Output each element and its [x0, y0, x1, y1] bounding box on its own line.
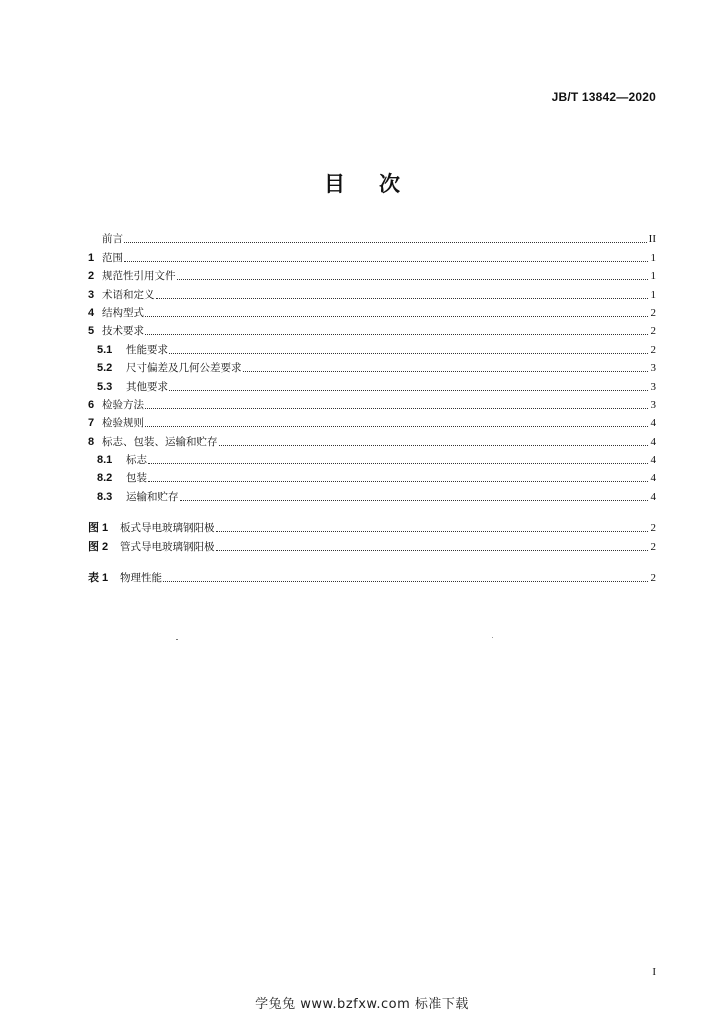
toc-table-1[interactable] — [88, 567, 656, 585]
toc-figure-number: 图 2 — [88, 540, 109, 553]
toc-leader-dots — [177, 278, 649, 280]
toc-entry-page: 2 — [650, 325, 656, 338]
toc-leader-dots — [148, 480, 648, 482]
toc-table-title: 物理性能 — [120, 572, 162, 585]
toc-leader-dots — [124, 241, 647, 243]
toc-section-gap — [88, 504, 656, 517]
toc-entry-inspection-rules[interactable] — [88, 412, 656, 430]
standard-code: JB/T 13842—2020 — [551, 90, 656, 104]
toc-entry-number: 1 — [88, 251, 95, 264]
footer-watermark: 学兔兔 www.bzfxw.com 标准下载 — [255, 997, 469, 1012]
toc-entry-performance[interactable] — [88, 338, 656, 356]
toc-entry-technical-requirements[interactable] — [88, 320, 656, 338]
toc-leader-dots — [145, 425, 648, 427]
toc-figure-title: 管式导电玻璃钢阳极 — [120, 540, 215, 553]
toc-entry-page: 4 — [650, 435, 656, 448]
toc-entry-packaging[interactable] — [88, 467, 656, 485]
toc-entry-page: 4 — [650, 490, 656, 503]
toc-figure-1[interactable] — [88, 517, 656, 535]
toc-entry-transport-storage[interactable] — [88, 485, 656, 503]
toc-entry-number: 3 — [88, 288, 95, 301]
toc-leader-dots — [163, 580, 648, 582]
toc-entry-title: 标志、包装、运输和贮存 — [102, 435, 218, 448]
toc-entry-title: 尺寸偏差及几何公差要求 — [126, 362, 242, 375]
toc-entry-page: 3 — [650, 398, 656, 411]
page-title: 目次 — [324, 172, 434, 196]
toc-entry-title: 检验规则 — [102, 417, 144, 430]
toc-leader-dots — [148, 462, 648, 464]
toc-entry-page: 4 — [650, 417, 656, 430]
toc-figure-number: 图 1 — [88, 522, 109, 535]
page-number: I — [652, 966, 656, 978]
toc-entry-title: 术语和定义 — [102, 288, 155, 301]
toc-entry-title: 运输和贮存 — [126, 490, 179, 503]
toc-entry-title: 检验方法 — [102, 398, 144, 411]
toc-leader-dots — [156, 297, 649, 299]
toc-entry-page: 4 — [650, 472, 656, 485]
toc-entry-title: 规范性引用文件 — [102, 270, 176, 283]
toc-figure-title: 板式导电玻璃钢阳极 — [120, 522, 215, 535]
toc-leader-dots — [145, 315, 648, 317]
toc-entry-structure[interactable] — [88, 302, 656, 320]
toc-leader-dots — [169, 389, 648, 391]
toc-leader-dots — [169, 352, 648, 354]
toc-leader-dots — [180, 499, 649, 501]
toc-entry-number: 6 — [88, 398, 95, 411]
toc-entry-page: II — [648, 233, 656, 246]
toc-entry-number: 8.1 — [97, 454, 113, 467]
toc-entry-title: 技术要求 — [102, 325, 144, 338]
toc-leader-dots — [124, 260, 648, 262]
toc-entry-title: 结构型式 — [102, 306, 144, 319]
toc-figure-2[interactable] — [88, 535, 656, 553]
toc-entry-page: 1 — [650, 251, 656, 264]
toc-entry-foreword[interactable] — [88, 228, 656, 246]
toc-leader-dots — [216, 549, 649, 551]
toc-entry-terms[interactable] — [88, 283, 656, 301]
toc-entry-page: 4 — [650, 454, 656, 467]
toc-entry-other-requirements[interactable] — [88, 375, 656, 393]
toc-entry-dimension-tolerance[interactable] — [88, 357, 656, 375]
toc-entry-test-methods[interactable] — [88, 394, 656, 412]
toc-leader-dots — [145, 333, 648, 335]
toc-entry-marking-packaging[interactable] — [88, 430, 656, 448]
toc-entry-number: 5.3 — [97, 380, 113, 393]
toc-table-page: 2 — [650, 572, 656, 585]
toc-entry-number: 2 — [88, 270, 95, 283]
toc-entry-marking[interactable] — [88, 449, 656, 467]
toc-entry-number: 5.2 — [97, 362, 113, 375]
toc-section-gap — [88, 554, 656, 567]
toc-entry-title: 其他要求 — [126, 380, 168, 393]
toc-entry-page: 1 — [650, 288, 656, 301]
toc-entry-title: 性能要求 — [126, 343, 168, 356]
toc-entry-title: 包装 — [126, 472, 147, 485]
scan-speck — [176, 639, 178, 640]
toc-figure-page: 2 — [650, 540, 656, 553]
toc-entry-number: 8.3 — [97, 490, 113, 503]
toc-entry-number: 5 — [88, 325, 95, 338]
toc-leader-dots — [219, 444, 649, 446]
table-of-contents — [88, 228, 656, 585]
toc-entry-page: 2 — [650, 343, 656, 356]
toc-leader-dots — [216, 530, 649, 532]
toc-leader-dots — [145, 407, 648, 409]
scan-speck — [492, 637, 493, 638]
toc-entry-number: 7 — [88, 417, 95, 430]
toc-entry-title: 标志 — [126, 454, 147, 467]
toc-entry-number: 4 — [88, 306, 95, 319]
toc-entry-page: 3 — [650, 380, 656, 393]
toc-figure-page: 2 — [650, 522, 656, 535]
toc-leader-dots — [243, 370, 649, 372]
toc-entry-page: 1 — [650, 270, 656, 283]
toc-entry-page: 3 — [650, 362, 656, 375]
toc-entry-number: 5.1 — [97, 343, 113, 356]
toc-entry-number: 8 — [88, 435, 95, 448]
toc-entry-page: 2 — [650, 306, 656, 319]
toc-entry-title: 前言 — [102, 233, 123, 246]
toc-entry-normative-references[interactable] — [88, 265, 656, 283]
toc-entry-scope[interactable] — [88, 246, 656, 264]
toc-entry-number: 8.2 — [97, 472, 113, 485]
toc-entry-title: 范围 — [102, 251, 123, 264]
toc-table-number: 表 1 — [88, 572, 109, 585]
